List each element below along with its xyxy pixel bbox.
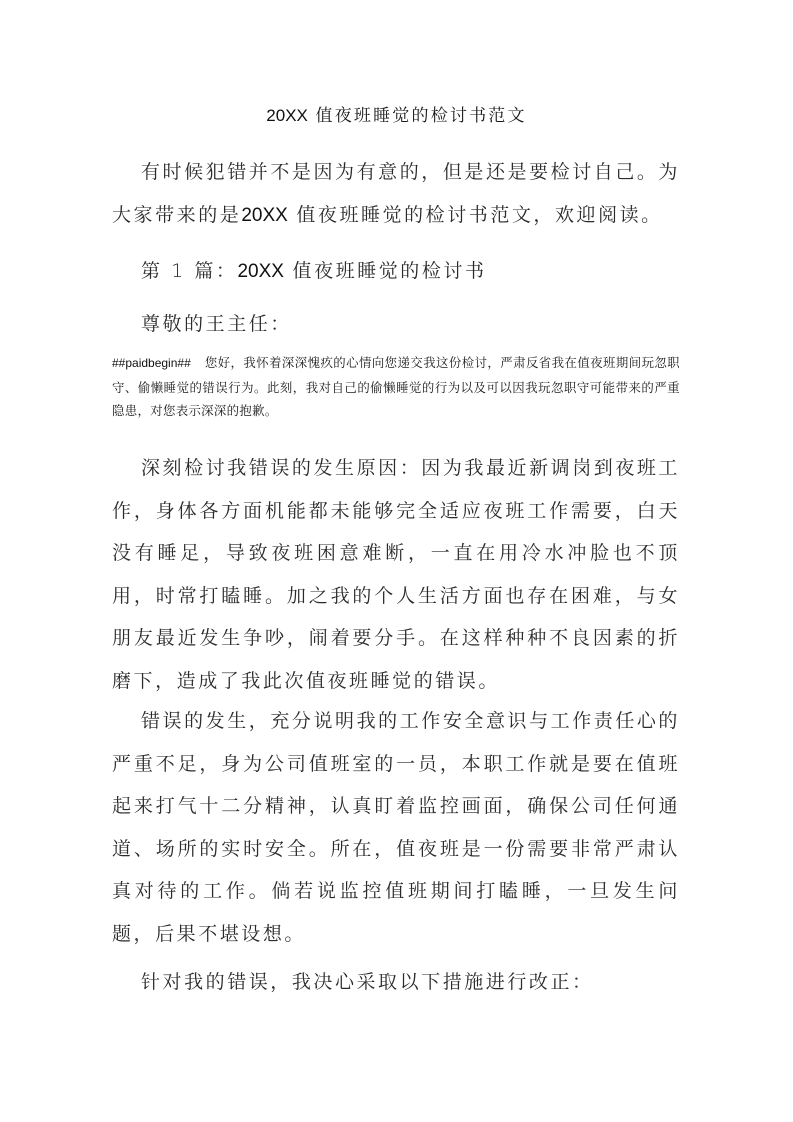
- title-text: 值夜班睡觉的检讨书范文: [307, 106, 527, 126]
- intro-text-1: 有时候犯错并不是因为有意的，但是还是要检讨自己。为大家带来的是: [112, 161, 680, 226]
- opening-paragraph: [112, 351, 680, 423]
- document-title: [0, 103, 793, 129]
- salutation: 尊敬的王主任：: [141, 313, 292, 335]
- body-paragraph-cause: 深刻检讨我错误的发生原因：因为我最近新调岗到夜班工作，身体各方面机能都未能够完全适应夜班工作需要，白天没有睡足，导致夜班困意难断，一直在用冷水冲脸也不顶用，时常打瞌睡。加之我的个人生活方面也存在困难，与女朋友最近发生争吵，闹着要分手。在这样种种不良因素的折磨下，造成了我此次值夜班睡觉的错误。: [112, 457, 680, 692]
- section-heading-text: 值夜班睡觉的检讨书: [283, 260, 487, 282]
- intro-paragraph: [112, 151, 680, 237]
- title-year: 20XX: [266, 106, 308, 125]
- body-paragraph-reflection: 错误的发生，充分说明我的工作安全意识与工作责任心的严重不足，身为公司值班室的一员，本职工作就是要在值班起来打气十二分精神，认真盯着监控画面，确保公司任何通道、场所的实时安全。所在，值夜班是一份需要非常严肃认真对待的工作。倘若说监控值班期间打瞌睡，一旦发生问题，后果不堪设想。: [112, 710, 680, 945]
- section-heading-year: 20XX: [237, 261, 284, 282]
- section-heading: [141, 256, 487, 287]
- section-heading-prefix: 第 1 篇：: [141, 260, 238, 282]
- body-paragraph-measures-intro: 针对我的错误，我决心采取以下措施进行改正：: [141, 971, 594, 993]
- opening-paragraph-text: 您好，我怀着深深愧疚的心情向您递交我这份检讨，严肃反省我在值夜班期间玩忽职守、偷懒睡觉的错误行为。此刻，我对自己的偷懒睡觉的行为以及可以因我玩忽职守可能带来的严重隐患，对您表示深深的抱歉。: [112, 355, 680, 418]
- intro-year: 20XX: [241, 204, 288, 226]
- intro-text-2: 值夜班睡觉的检讨书范文，欢迎阅读。: [287, 203, 663, 226]
- paid-begin-marker: ##paidbegin##: [112, 356, 191, 370]
